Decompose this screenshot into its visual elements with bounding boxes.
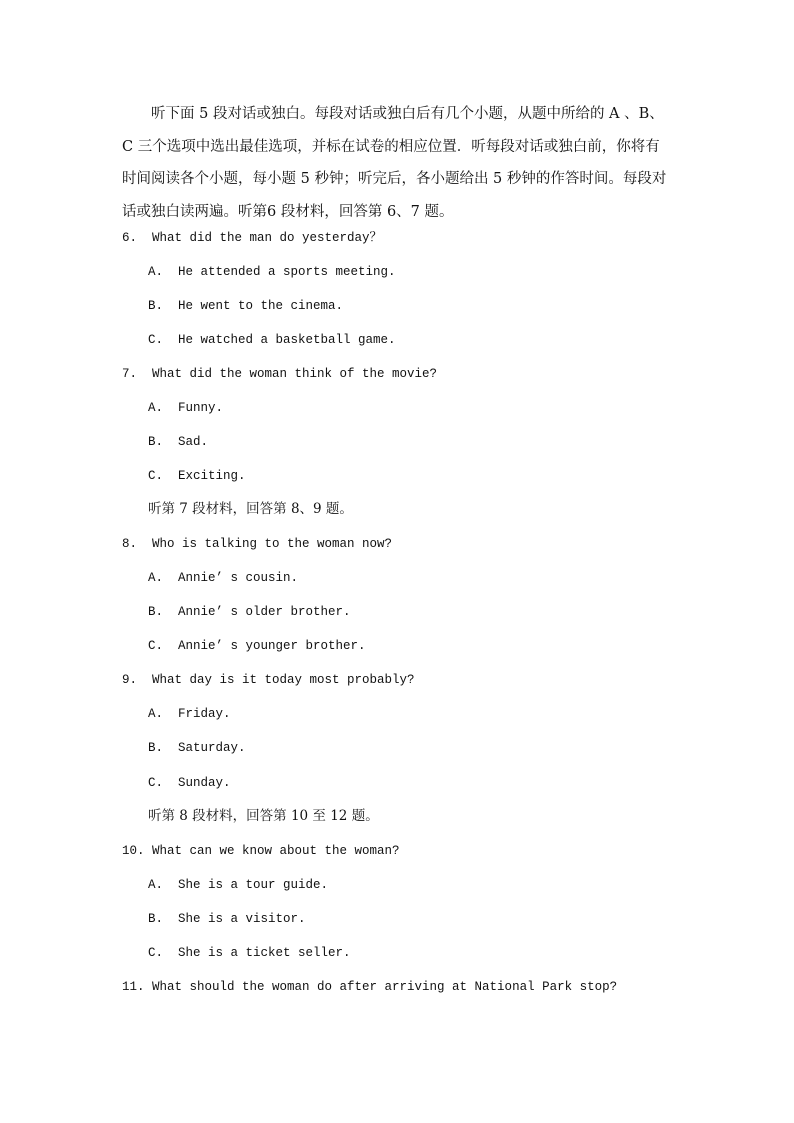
question-9-option-b: B. Saturday. — [148, 741, 246, 755]
section-heading-part-8: 听第 8 段材料，回答第 10 至 12 题。 — [148, 808, 379, 824]
question-10-option-b: B. She is a visitor. — [148, 912, 306, 926]
question-6-option-c: C. He watched a basketball game. — [148, 333, 396, 347]
question-7: 7. What did the woman think of the movie? — [122, 367, 438, 381]
question-7-option-c: C. Exciting. — [148, 469, 246, 483]
question-10-option-c: C. She is a ticket seller. — [148, 946, 351, 960]
question-8-option-c: C. Annie’ s younger brother. — [148, 639, 366, 653]
question-8: 8. Who is talking to the woman now? — [122, 537, 393, 551]
question-6-option-a: A. He attended a sports meeting. — [148, 265, 396, 279]
question-7-option-b: B. Sad. — [148, 435, 209, 449]
question-8-option-b: B. Annie’ s older brother. — [148, 605, 351, 619]
question-11: 11. What should the woman do after arriving at National Park stop? — [122, 980, 618, 994]
question-10: 10. What can we know about the woman? — [122, 844, 400, 858]
section-heading-part-7: 听第 7 段材料，回答第 8、9 题。 — [148, 501, 353, 517]
question-9-option-a: A. Friday. — [148, 707, 231, 721]
question-9-option-c: C. Sunday. — [148, 776, 231, 790]
listening-instructions: 听下面 5 段对话或独白。每段对话或独白后有几个小题，从题中所给的 A 、B、C 三个选项中选出最佳选项，并标在试卷的相应位置．听每段对话或独白前，你将有时间阅读各个小题，每小题 5 秒钟；听完后，各小题给出 5 秒钟的作答时间。每段对话或独白读两遍。听第6 段材料，回答第 6、7 题。 — [122, 106, 667, 220]
question-6: 6. What did the man do yesterday？ — [122, 231, 383, 245]
question-8-option-a: A. Annie’ s cousin. — [148, 571, 299, 585]
question-10-option-a: A. She is a tour guide. — [148, 878, 329, 892]
question-7-option-a: A. Funny. — [148, 401, 224, 415]
question-6-option-b: B. He went to the cinema. — [148, 299, 344, 313]
question-9: 9. What day is it today most probably? — [122, 673, 415, 687]
